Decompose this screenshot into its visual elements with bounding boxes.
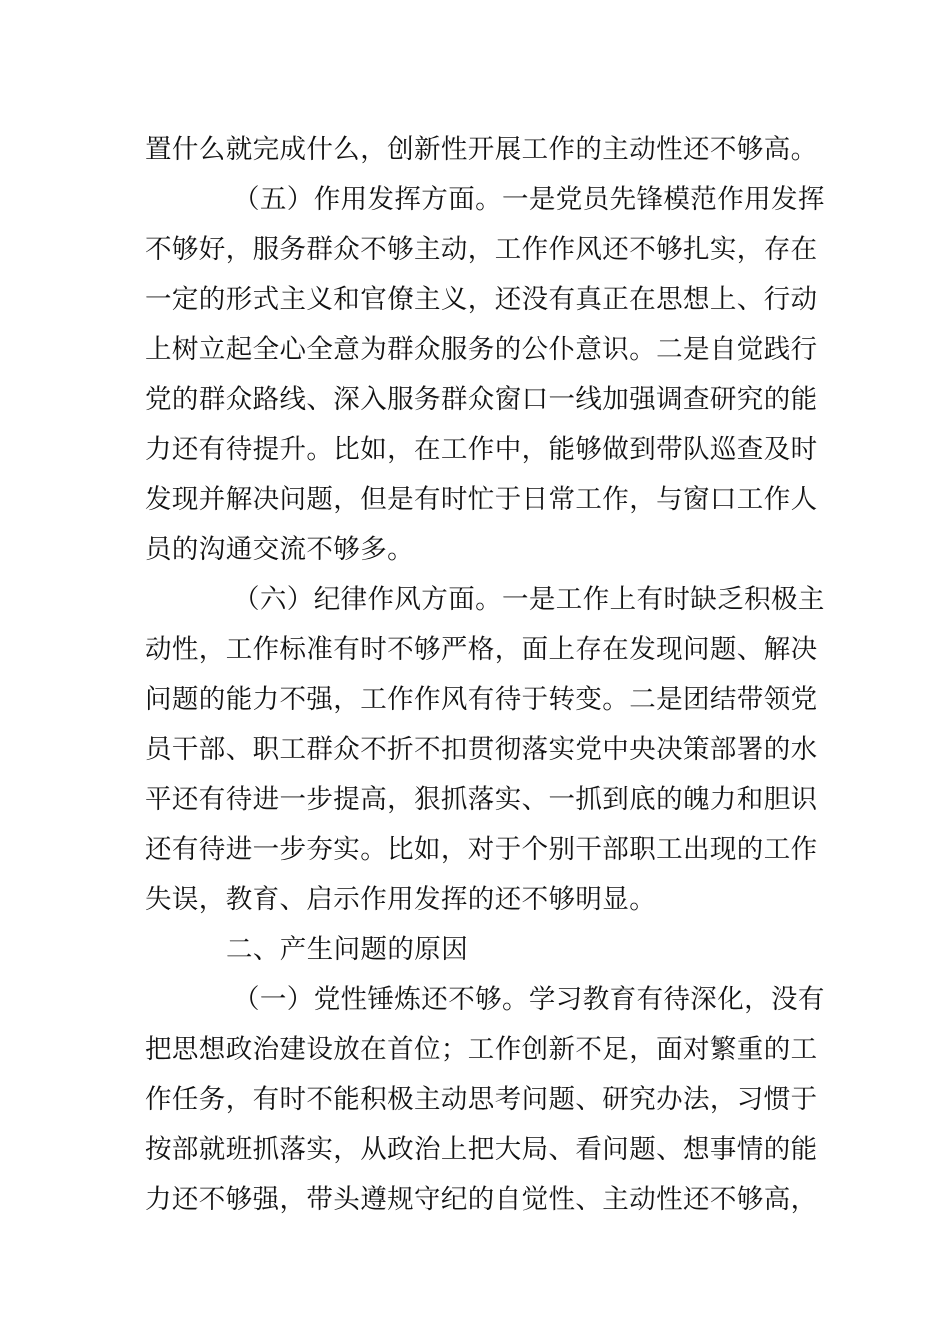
text-line: 失误，教育、启示作用发挥的还不够明显。 — [145, 884, 657, 915]
section-heading-causes: 二、产生问题的原因 — [226, 934, 469, 965]
text-line: 把思想政治建设放在首位；工作创新不足，面对繁重的工 — [145, 1034, 818, 1065]
text-line: 问题的能力不强，工作作风有待于转变。二是团结带领党 — [145, 684, 818, 715]
text-line: 置什么就完成什么，创新性开展工作的主动性还不够高。 — [145, 134, 818, 165]
text-line: 按部就班抓落实，从政治上把大局、看问题、想事情的能 — [145, 1134, 818, 1165]
text-line: 一定的形式主义和官僚主义，还没有真正在思想上、行动 — [145, 284, 818, 315]
text-line: 发现并解决问题，但是有时忙于日常工作，与窗口工作人 — [145, 484, 818, 515]
text-line: 动性，工作标准有时不够严格，面上存在发现问题、解决 — [145, 634, 818, 665]
text-line: 员干部、职工群众不折不扣贯彻落实党中央决策部署的水 — [145, 734, 818, 765]
text-line: 力还不够强，带头遵规守纪的自觉性、主动性还不够高， — [145, 1184, 818, 1215]
text-line: 不够好，服务群众不够主动，工作作风还不够扎实，存在 — [145, 234, 818, 265]
text-line: 平还有待进一步提高，狠抓落实、一抓到底的魄力和胆识 — [145, 784, 818, 815]
text-line: 员的沟通交流不够多。 — [145, 534, 414, 565]
text-line: 还有待进一步夯实。比如，对于个别干部职工出现的工作 — [145, 834, 818, 865]
section-five-heading-line: （五）作用发挥方面。一是党员先锋模范作用发挥 — [233, 184, 825, 215]
text-line: 党的群众路线、深入服务群众窗口一线加强调查研究的能 — [145, 384, 818, 415]
text-line: 作任务，有时不能积极主动思考问题、研究办法，习惯于 — [145, 1084, 818, 1115]
text-line: 上树立起全心全意为群众服务的公仆意识。二是自觉践行 — [145, 334, 818, 365]
text-line: 力还有待提升。比如，在工作中，能够做到带队巡查及时 — [145, 434, 818, 465]
section-six-heading-line: （六）纪律作风方面。一是工作上有时缺乏积极主 — [233, 584, 825, 615]
subsection-one-heading-line: （一）党性锤炼还不够。学习教育有待深化，没有 — [233, 984, 825, 1015]
